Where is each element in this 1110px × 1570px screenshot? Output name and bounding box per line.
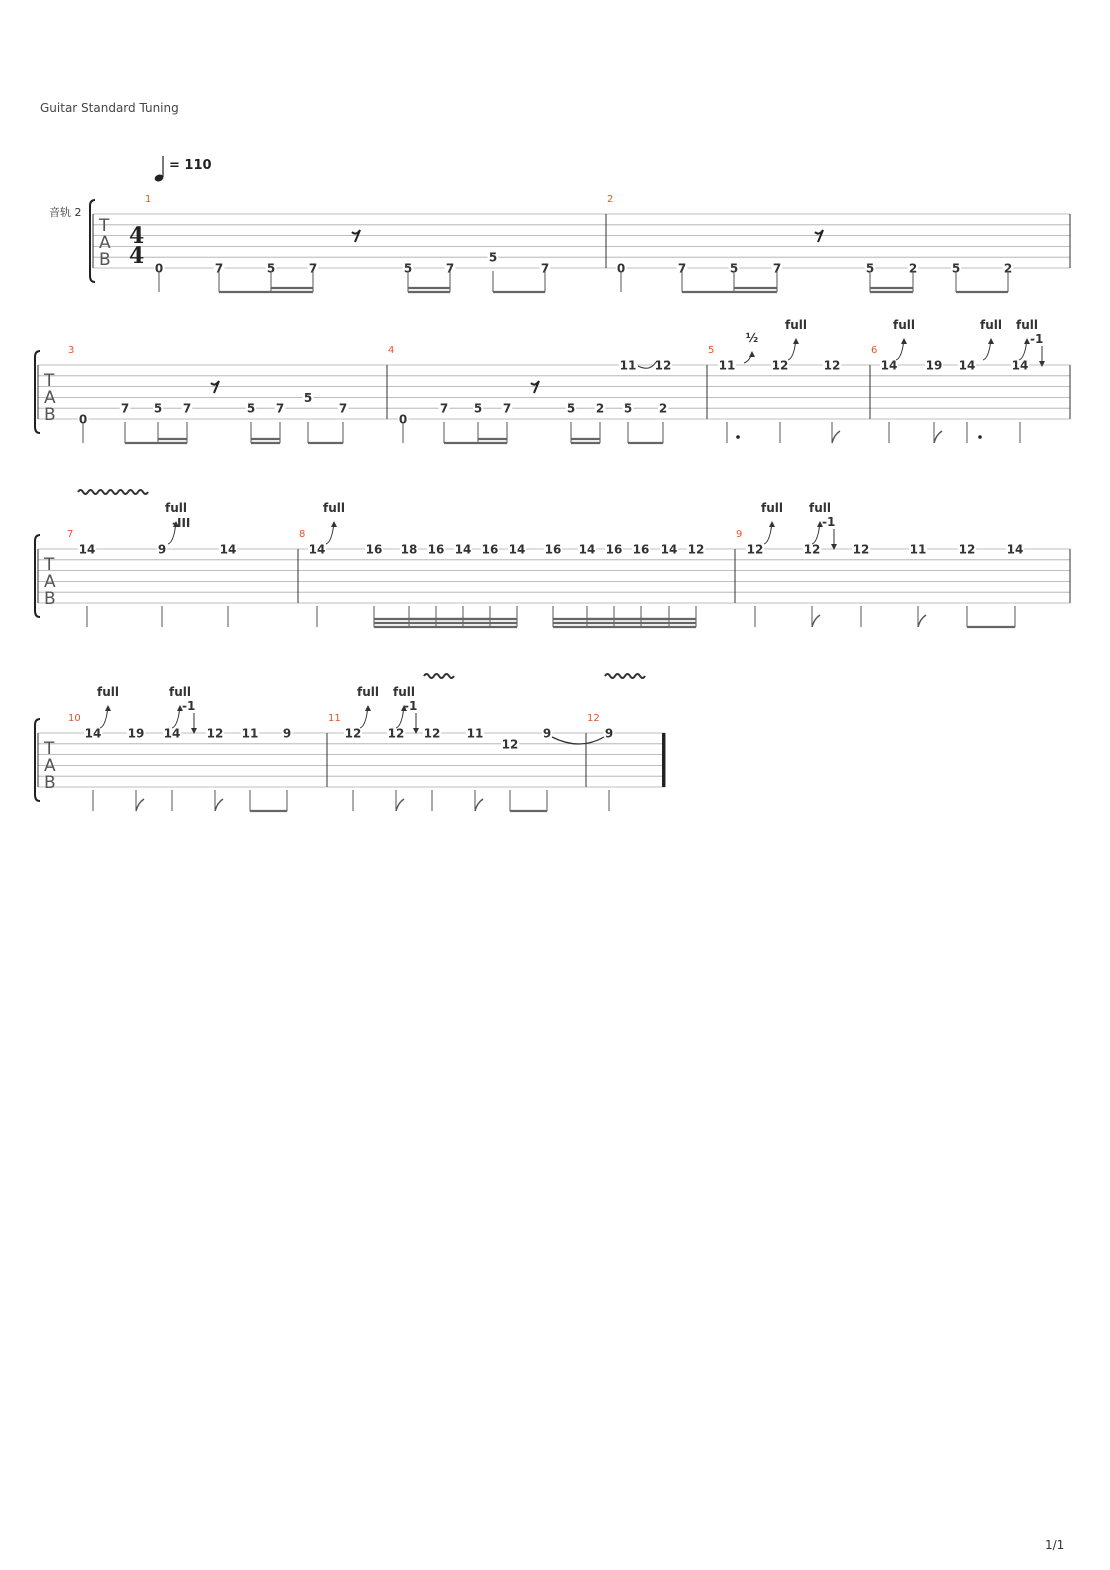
fret-number: 14 xyxy=(880,358,898,373)
bend-label: full xyxy=(165,501,187,515)
measure-number: 3 xyxy=(68,345,75,356)
note-flag xyxy=(396,799,404,811)
tie-curve xyxy=(552,737,604,744)
fret-number: 5 xyxy=(729,261,739,276)
bend-arrow-icon xyxy=(988,338,994,344)
fret-number: 12 xyxy=(654,358,672,373)
note-flag xyxy=(136,799,144,811)
vibrato-icon xyxy=(605,674,645,678)
measure-number: 2 xyxy=(607,194,614,205)
bend-label: full xyxy=(357,685,379,699)
tab-techniques xyxy=(78,230,1045,811)
fret-number: 2 xyxy=(1003,261,1013,276)
bend-label: full xyxy=(97,685,119,699)
fret-number: 14 xyxy=(1006,542,1024,557)
measure-number: 1 xyxy=(145,194,152,205)
tab-letter-t: T xyxy=(44,555,55,575)
measure-number: 6 xyxy=(871,345,878,356)
fret-number: 7 xyxy=(120,401,130,416)
fret-number: 12 xyxy=(852,542,870,557)
note-flag xyxy=(918,615,926,627)
fret-number: 7 xyxy=(308,261,318,276)
fret-number: 2 xyxy=(658,401,668,416)
fret-number: 14 xyxy=(78,542,96,557)
fret-number: 12 xyxy=(771,358,789,373)
fret-number: 12 xyxy=(687,542,705,557)
fret-number: 5 xyxy=(623,401,633,416)
fret-number: 11 xyxy=(241,726,259,741)
note-flag xyxy=(934,431,942,443)
fret-number: 12 xyxy=(958,542,976,557)
measure-number: 9 xyxy=(736,529,743,540)
bend-arrow-icon xyxy=(331,521,337,527)
tab-letter-t: T xyxy=(44,739,55,759)
fret-number: 7 xyxy=(439,401,449,416)
vibrato-icon xyxy=(424,674,454,678)
fret-number: 16 xyxy=(632,542,650,557)
fret-number: 14 xyxy=(219,542,237,557)
fret-number: 14 xyxy=(578,542,596,557)
tab-letter-b: B xyxy=(44,773,56,793)
release-label: -III xyxy=(172,516,191,530)
bend-label: full xyxy=(893,318,915,332)
measure-number: 12 xyxy=(587,713,600,724)
fret-number: 11 xyxy=(909,542,927,557)
fret-number: 11 xyxy=(718,358,736,373)
measure-number: 5 xyxy=(708,345,715,356)
tab-letter-a: A xyxy=(44,388,56,408)
fret-number: 7 xyxy=(772,261,782,276)
fret-number: 19 xyxy=(925,358,943,373)
bend-label: full xyxy=(393,685,415,699)
fret-number: 5 xyxy=(865,261,875,276)
bend-label: full xyxy=(761,501,783,515)
fret-number: 9 xyxy=(157,542,167,557)
bend-arrow-icon xyxy=(365,705,371,711)
fret-number: 7 xyxy=(214,261,224,276)
bend-label: full xyxy=(1016,318,1038,332)
fret-number: 0 xyxy=(154,261,164,276)
fret-number: 12 xyxy=(423,726,441,741)
bend-label: full xyxy=(169,685,191,699)
fret-number: 14 xyxy=(308,542,326,557)
fret-number: 5 xyxy=(153,401,163,416)
measure-number: 8 xyxy=(299,529,306,540)
fret-number: 5 xyxy=(566,401,576,416)
fret-number: 14 xyxy=(454,542,472,557)
fret-number: 14 xyxy=(163,726,181,741)
fret-number: 12 xyxy=(206,726,224,741)
tab-notes xyxy=(67,194,1029,811)
fret-number: 16 xyxy=(481,542,499,557)
measure-number: 7 xyxy=(67,529,74,540)
page-number: 1/1 xyxy=(1045,1538,1065,1552)
fret-number: 12 xyxy=(344,726,362,741)
tab-letter-a: A xyxy=(44,572,56,592)
fret-number: 12 xyxy=(823,358,841,373)
fret-number: 12 xyxy=(387,726,405,741)
release-label: -1 xyxy=(822,515,836,529)
fret-number: 12 xyxy=(803,542,821,557)
fret-number: 7 xyxy=(445,261,455,276)
fret-number: 9 xyxy=(282,726,292,741)
bend-label: full xyxy=(809,501,831,515)
note-flag xyxy=(215,799,223,811)
fret-number: 5 xyxy=(303,390,313,405)
fret-number: 16 xyxy=(427,542,445,557)
fret-number: 12 xyxy=(746,542,764,557)
fret-number: 9 xyxy=(542,726,552,741)
fret-number: 7 xyxy=(502,401,512,416)
time-signature-bottom: 4 xyxy=(129,243,145,269)
fret-number: 0 xyxy=(78,412,88,427)
tab-letter-a: A xyxy=(99,233,111,253)
dot xyxy=(736,435,740,439)
bend-label: full xyxy=(980,318,1002,332)
tab-letter-a: A xyxy=(44,756,56,776)
fret-number: 0 xyxy=(616,261,626,276)
fret-number: 19 xyxy=(127,726,145,741)
staff-system-2 xyxy=(35,351,1070,433)
bend-label: full xyxy=(785,318,807,332)
fret-number: 7 xyxy=(540,261,550,276)
note-flag xyxy=(832,431,840,443)
release-label: -1 xyxy=(1030,332,1044,346)
fret-number: 14 xyxy=(660,542,678,557)
fret-number: 7 xyxy=(275,401,285,416)
bend-arrow-icon xyxy=(769,521,775,527)
fret-number: 2 xyxy=(908,261,918,276)
dot xyxy=(978,435,982,439)
release-label: -1 xyxy=(182,699,196,713)
tab-letter-b: B xyxy=(44,589,56,609)
fret-number: 14 xyxy=(1011,358,1029,373)
fret-number: 14 xyxy=(958,358,976,373)
release-label: -1 xyxy=(404,699,418,713)
bend-label: ½ xyxy=(745,331,759,345)
tab-letter-b: B xyxy=(99,250,111,270)
final-bar-line xyxy=(662,733,665,787)
fret-number: 5 xyxy=(266,261,276,276)
time-signature-top: 4 xyxy=(129,223,145,249)
fret-number: 14 xyxy=(84,726,102,741)
fret-number: 9 xyxy=(604,726,614,741)
fret-number: 16 xyxy=(605,542,623,557)
fret-number: 16 xyxy=(544,542,562,557)
fret-number: 16 xyxy=(365,542,383,557)
fret-number: 11 xyxy=(466,726,484,741)
measure-number: 10 xyxy=(68,713,81,724)
fret-number: 5 xyxy=(246,401,256,416)
tab-letter-b: B xyxy=(44,405,56,425)
fret-number: 2 xyxy=(595,401,605,416)
fret-number: 18 xyxy=(400,542,418,557)
fret-number: 14 xyxy=(508,542,526,557)
tab-letter-t: T xyxy=(44,371,55,391)
fret-number: 0 xyxy=(398,412,408,427)
fret-number: 7 xyxy=(338,401,348,416)
fret-number: 5 xyxy=(403,261,413,276)
bend-arrow-icon xyxy=(749,351,755,357)
measure-number: 11 xyxy=(328,713,341,724)
measure-number: 4 xyxy=(388,345,395,356)
bend-arrow-icon xyxy=(793,338,799,344)
fret-number: 5 xyxy=(951,261,961,276)
vibrato-icon xyxy=(78,490,148,494)
bend-label: full xyxy=(323,501,345,515)
track-name: 音轨 2 xyxy=(49,206,82,219)
note-flag xyxy=(812,615,820,627)
fret-number: 12 xyxy=(501,737,519,752)
fret-number: 7 xyxy=(677,261,687,276)
fret-number: 5 xyxy=(473,401,483,416)
note-flag xyxy=(475,799,483,811)
bend-arrow-icon xyxy=(105,705,111,711)
fret-number: 11 xyxy=(619,358,637,373)
staff-system-1 xyxy=(90,200,1070,282)
tempo-value: = 110 xyxy=(169,158,212,173)
fret-number: 5 xyxy=(488,250,498,265)
bend-arrow-icon xyxy=(901,338,907,344)
tuning-label: Guitar Standard Tuning xyxy=(40,101,179,115)
tempo-marking xyxy=(154,156,212,183)
fret-number: 7 xyxy=(182,401,192,416)
tab-letter-t: T xyxy=(99,216,110,236)
